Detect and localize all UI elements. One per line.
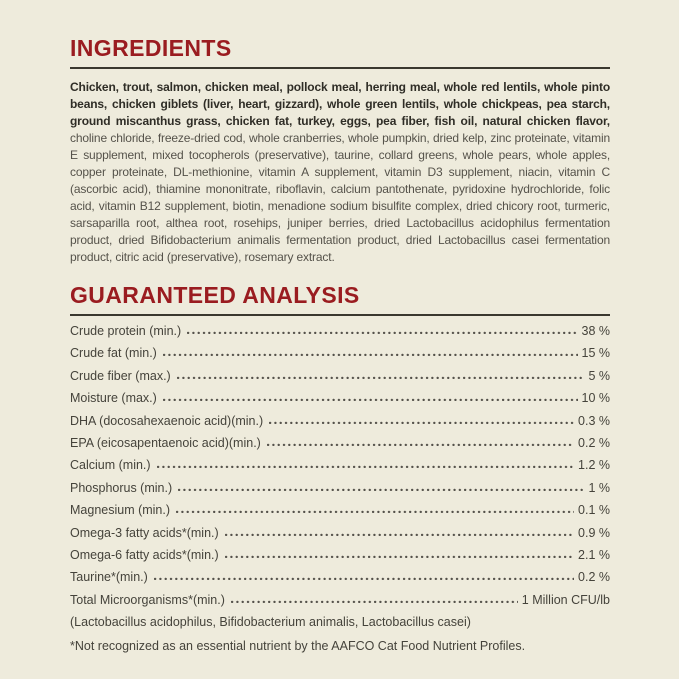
nutrient-value: 38 % [581,324,610,338]
ingredients-secondary-list: choline chloride, freeze-dried cod, whole cranberries, whole pumpkin, dried kelp, zinc proteinate, vitamin E supplement, mixed tocopherols (preservative), taurine, collard greens, whole pears, whole apples, copper proteinate, DL-methionine, vitamin A supplement, vitamin D3 supplement, niacin, vitamin C (ascorbic acid), thiamine mononitrate, riboflavin, calcium pantothenate, pyridoxine hydrochloride, folic acid, vitamin B12 supplement, biotin, menadione sodium bisulfite complex, dried chicory root, turmeric, sarsaparilla root, althea root, rosehips, juniper berries, dried Lactobacillus acidophilus fermentation product, dried Bifidobacterium animalis fermentation product, dried Lactobacillus casei fermentation product, citric acid (preservative), rosemary extract. [70,131,610,264]
analysis-row [70,522,610,544]
dot-leader [269,412,574,425]
guaranteed-analysis-title: GUARANTEED ANALYSIS [70,282,360,308]
nutrient-label: Crude fat (min.) [70,346,157,361]
nutrient-value: 1.2 % [578,458,610,473]
analysis-row [70,566,610,588]
nutrient-label: Moisture (max.) [70,391,157,406]
nutrient-label: Phosphorus (min.) [70,480,173,495]
analysis-row [70,320,610,342]
nutrient-label: Omega-3 fatty acids*(min.) [70,525,219,540]
dot-leader [187,322,577,335]
nutrient-value: 1 Million CFU/lb [521,592,610,607]
analysis-row [70,432,610,454]
analysis-row [70,454,610,476]
dot-leader [163,344,578,357]
nutrient-value: 0.3 % [578,413,610,428]
analysis-row [70,387,610,409]
ingredients-divider [70,67,610,69]
analysis-row [70,499,610,521]
guaranteed-analysis-table [70,320,610,611]
nutrient-label: EPA (eicosapentaenoic acid)(min.) [70,436,261,451]
dot-leader [267,434,574,447]
nutrient-label: Calcium (min.) [70,458,151,473]
nutrient-value: 15 % [581,346,610,361]
ingredients-section [70,36,610,266]
nutrient-value: 5 % [588,368,610,383]
nutrient-value: 2.1 % [578,548,610,563]
dot-leader [176,501,574,514]
nutrient-label: Crude fiber (max.) [70,368,171,383]
nutrient-value: 0.9 % [578,525,610,540]
analysis-row [70,410,610,432]
dot-leader [225,546,574,559]
dot-leader [154,568,574,581]
nutrient-value: 1 % [588,480,610,495]
analysis-row [70,365,610,387]
dot-leader [177,367,585,380]
dot-leader [231,591,518,604]
analysis-row [70,477,610,499]
microorganisms-detail: (Lactobacillus acidophilus, Bifidobacterium animalis, Lactobacillus casei) [70,615,471,630]
aafco-footnote: *Not recognized as an essential nutrient by the AAFCO Cat Food Nutrient Profiles. [70,639,526,654]
dot-leader [225,524,574,537]
nutrient-label: DHA (docosahexaenoic acid)(min.) [70,413,264,428]
ingredients-text [70,79,610,266]
nutrient-value: 0.2 % [578,436,610,451]
nutrient-label: Crude protein (min.) [70,324,182,338]
ingredients-title: INGREDIENTS [70,35,232,61]
analysis-row [70,589,610,611]
analysis-row [70,544,610,566]
ingredients-primary-list: Chicken, trout, salmon, chicken meal, pollock meal, herring meal, whole red lentils, whole pinto beans, chicken giblets (liver, heart, gizzard), whole green lentils, whole chickpeas, pea starch, ground miscanthus grass, chicken fat, turkey, eggs, pea fiber, fish oil, natural chicken flavor, [70,80,610,128]
nutrient-label: Magnesium (min.) [70,503,171,518]
nutrient-value: 0.1 % [578,503,610,518]
dot-leader [157,456,574,469]
nutrient-label: Total Microorganisms*(min.) [70,592,225,607]
nutrient-value: 0.2 % [578,570,610,585]
guaranteed-analysis-section [70,283,610,657]
guaranteed-analysis-divider [70,314,610,316]
nutrient-value: 10 % [581,391,610,406]
dot-leader [163,389,578,402]
analysis-row [70,342,610,364]
nutrient-label: Taurine*(min.) [70,570,148,585]
nutrient-label: Omega-6 fatty acids*(min.) [70,548,219,563]
dot-leader [178,479,584,492]
